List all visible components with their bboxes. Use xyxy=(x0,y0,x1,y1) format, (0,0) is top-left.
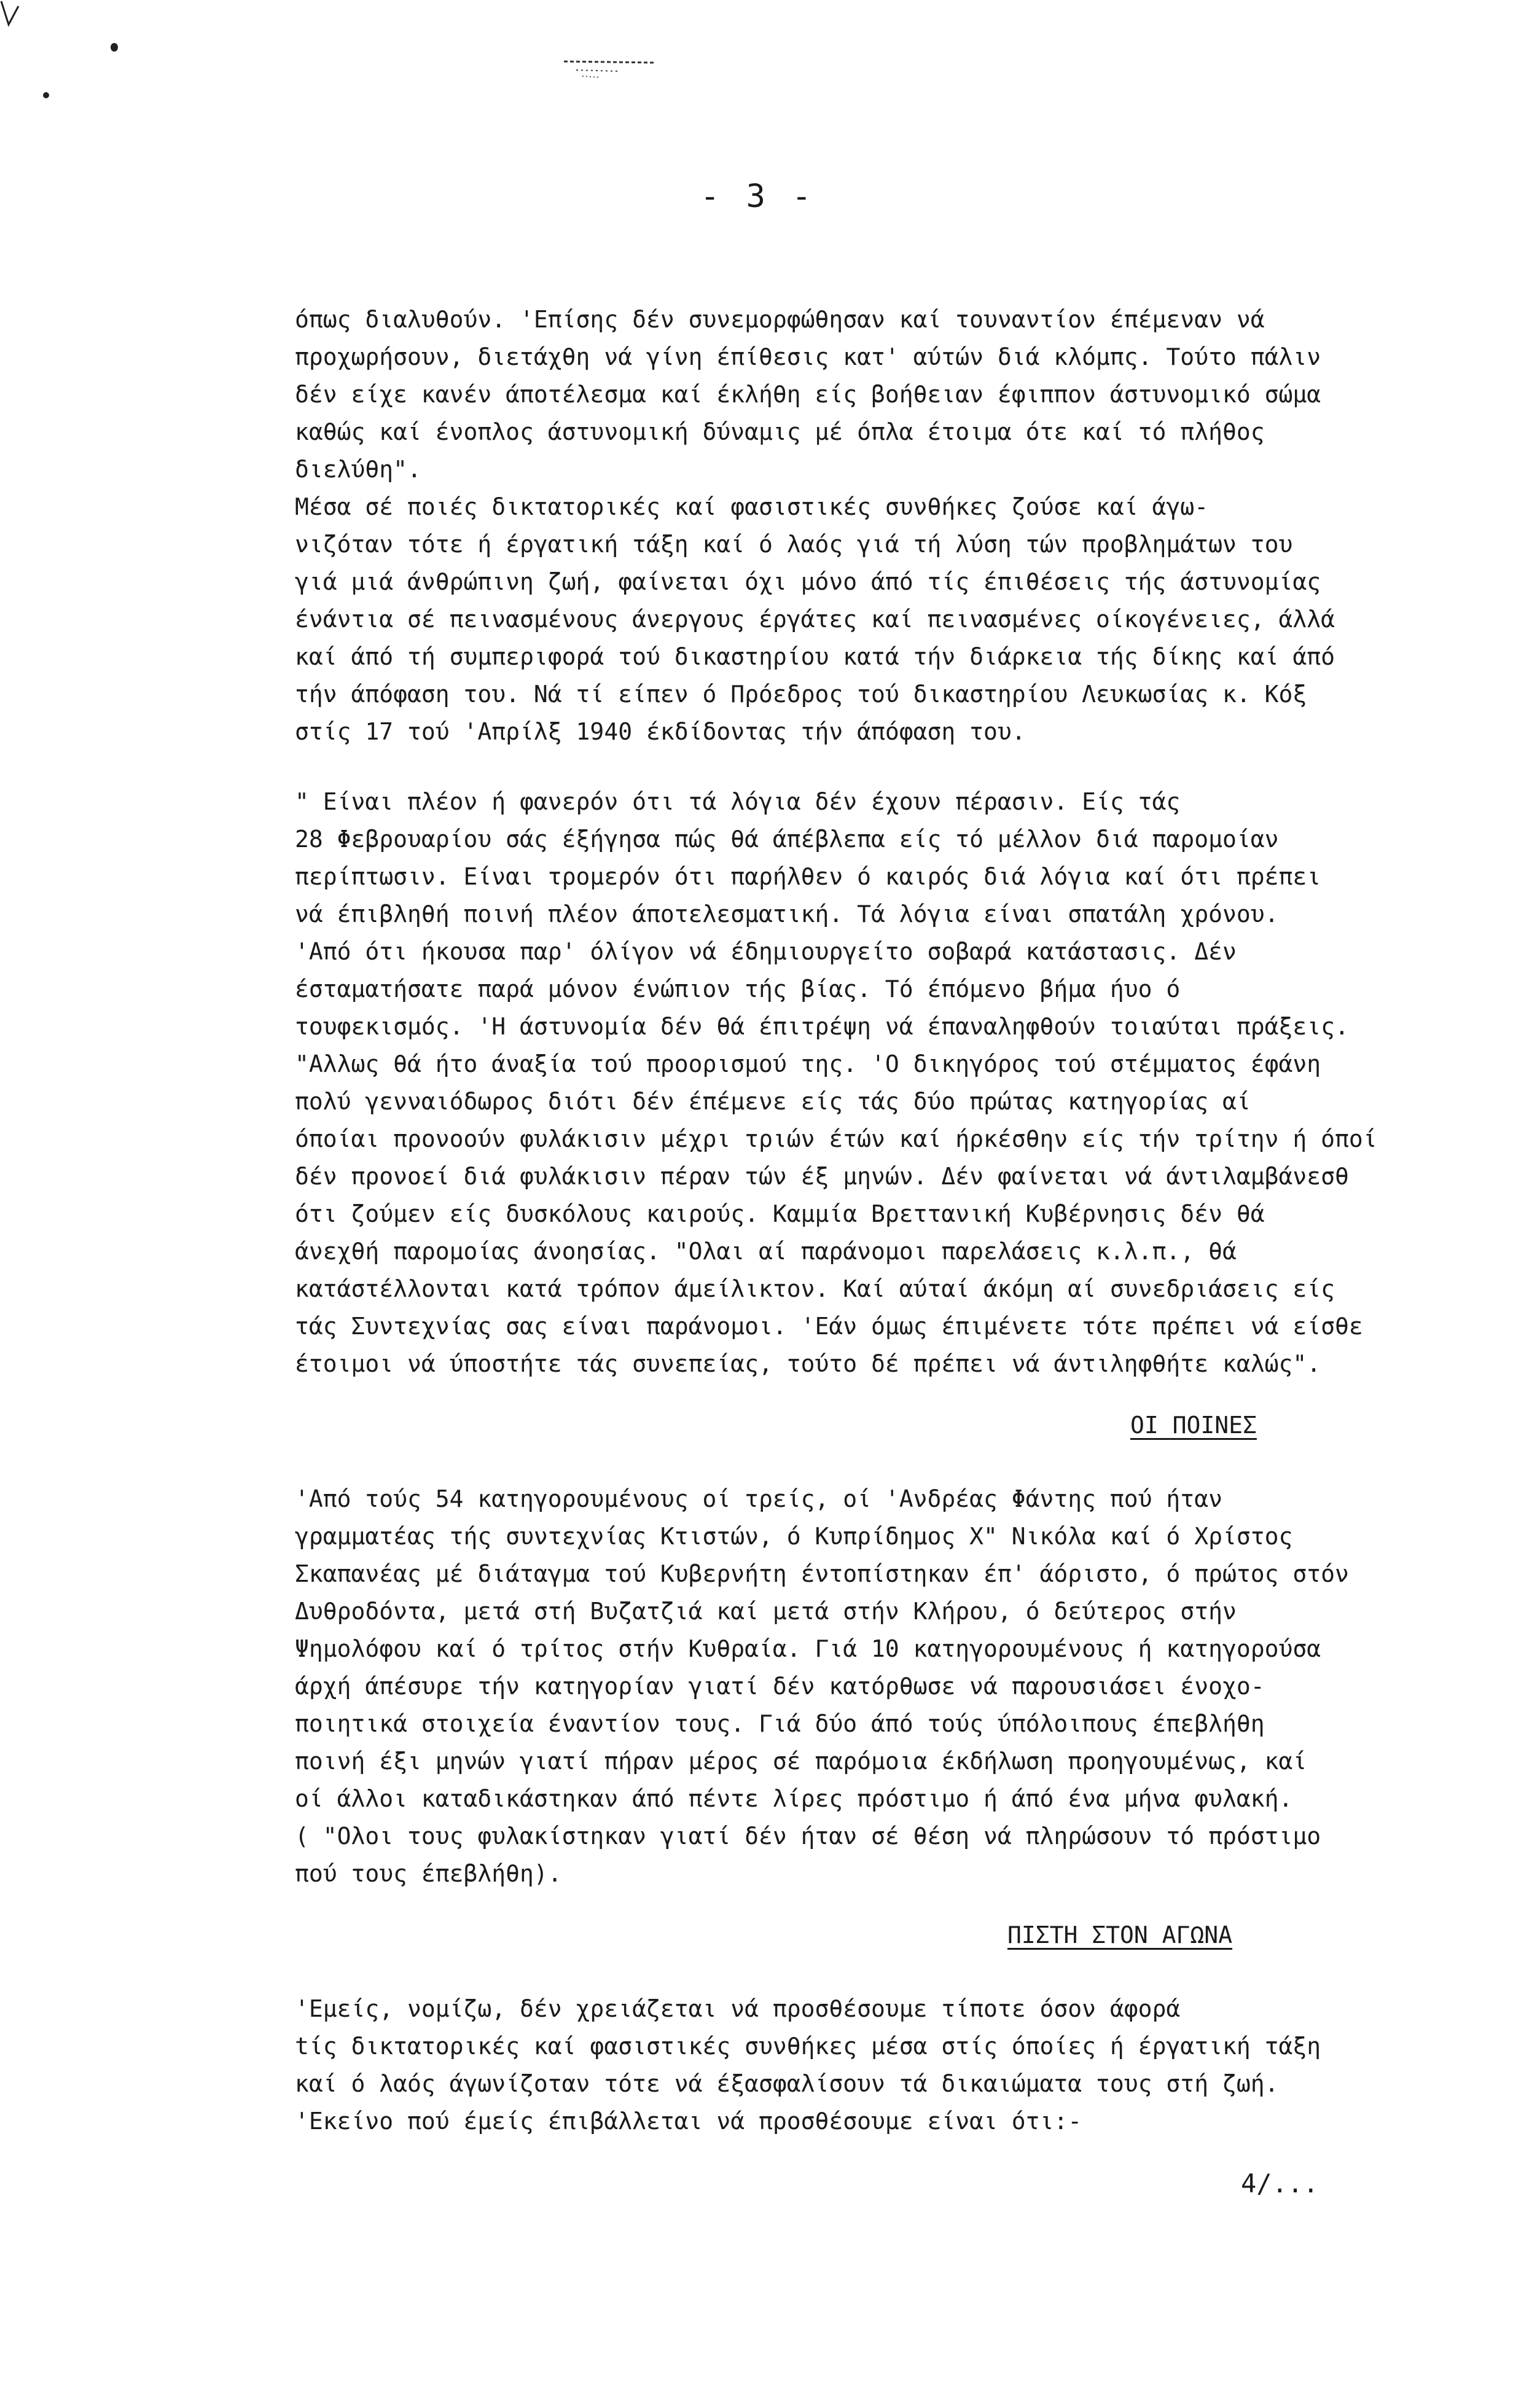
paragraph: Μέσα σέ ποιές δικτατορικές καί φασιστικές συνθήκες ζούσε καί άγω- νιζόταν τότε ή έργατική τάξη καί ό λαός γιά τή λύση τών προβλημάτων του γιά μιά άνθρώπινη ζωή, φαίνεται όχι μόνο άπό τίς έπιθέσεις τής άστυνομίας ένάντια σέ πεινασμένους άνεργους έργάτες καί πεινασμένες οίκογένειες, άλλά καί άπό τή συμπεριφορά τού δικαστηρίου κατά τήν διάρκεια τής δίκης καί άπό τήν άπόφαση του. Νά τί είπεν ό Πρόεδρος τού δικαστηρίου Λευκωσίας κ. Κόξ στίς 17 τού 'Απρίλξ 1940 έκδίδοντας τήν άπόφαση του. xyxy=(295,493,1335,745)
section-heading: ΠΙΣΤΗ ΣΤΟΝ ΑΓΩΝΑ xyxy=(1007,1921,1233,1949)
top-scan-mark xyxy=(564,55,668,80)
continuation-marker: 4/... xyxy=(1241,2168,1319,2199)
paragraph: όπως διαλυθούν. 'Επίσης δέν συνεμορφώθησαν καί τουναντίον έπέμεναν νά προχωρήσουν, διετάχθη νά γίνη έπίθεσις κατ' αύτών διά κλόμπς. Τούτο πάλιν δέν είχε κανέν άποτέλεσμα καί έκλήθη είς βοήθειαν έφιππον άστυνομικό σώμα καθώς καί ένοπλος άστυνομική δύναμις μέ όπλα έτοιμα ότε καί τό πλήθος διελύθη". xyxy=(295,306,1321,483)
paragraph: 'Από τούς 54 κατηγορουμένους οί τρείς, οί 'Ανδρέας Φάντης πού ήταν γραμματέας τής συντεχνίας Κτιστών, ό Κυπρίδημος Χ" Νικόλα καί ό Χρίστος Σκαπανέας μέ διάταγμα τού Κυβερνήτη έντοπίστηκαν έπ' άόριστο, ό πρώτος στόν Δυθροδόντα, μετά στή Βυζατζιά καί μετά στήν Κλήρου, ό δεύτερος στήν Ψημολόφου καί ό τρίτος στήν Κυθραία. Γιά 10 κατηγορουμένους ή κατηγορούσα άρχή άπέσυρε τήν κατηγορίαν γιατί δέν κατόρθωσε νά παρουσιάσει ένοχο- ποιητικά στοιχεία έναντίον τους. Γιά δύο άπό τούς ύπόλοιπους έπεβλήθη ποινή έξι μηνών γιατί πήραν μέρος σέ παρόμοια έκδήλωση προηγουμένως, καί οί άλλοι καταδικάστηκαν άπό πέντε λίρες πρόστιμο ή άπό ένα μήνα φυλακή. ( "Ολοι τους φυλακίστηκαν γιατί δέν ήταν σέ θέση νά πληρώσουν τό πρόστιμο πού τους έπεβλήθη). xyxy=(295,1485,1349,1887)
paragraph: 'Εμείς, νομίζω, δέν χρειάζεται νά προσθέσουμε τίποτε όσον άφορά tίς δικτατορικές καί φασιστικές συνθήκες μέσα στίς όποίες ή έργατική τάξη καί ό λαός άγωνίζοταν τότε νά έξασφαλίσουν τά δικαιώματα τους στή ζωή. 'Εκείνο πού έμείς έπιβάλλεται νά προσθέσουμε είναι ότι:- xyxy=(295,1995,1321,2135)
corner-scan-mark xyxy=(0,0,37,43)
scan-speck xyxy=(43,92,49,98)
quoted-paragraph: " Είναι πλέον ή φανερόν ότι τά λόγια δέν έχουν πέρασιν. Είς τάς 28 Φεβρουαρίου σάς έξήγησα πώς θά άπέβλεπα είς τό μέλλον διά παρομοίαν περίπτωσιν. Είναι τρομερόν ότι παρήλθεν ό καιρός διά λόγια καί ότι πρέπει νά έπιβληθή ποινή πλέον άποτελεσματική. Τά λόγια είναι σπατάλη χρόνου. 'Από ότι ήκουσα παρ' όλίγον νά έδημιουργείτο σοβαρά κατάστασις. Δέν έσταματήσατε παρά μόνον ένώπιον τής βίας. Τό έπόμενο βήμα ήυο ό τουφεκισμός. 'Η άστυνομία δέν θά έπιτρέψη νά έπαναληφθούν τοιαύται πράξεις. "Αλλως θά ήτο άναξία τού προορισμού της. 'Ο δικηγόρος τού στέμματος έφάνη πολύ γενναιόδωρος διότι δέν έπέμενε είς τάς δύο πρώτας κατηγορίας αί όποίαι προνοούν φυλάκισιν μέχρι τριών έτών καί ήρκέσθην είς τήν τρίτην ή όποί δέν προνοεί διά φυλάκισιν πέραν τών έξ μηνών. Δέν φαίνεται νά άντιλαμβάνεσθ ότι ζούμεν είς δυσκόλους καιρούς. Καμμία Βρεττανική Κυβέρνησις δέν θά άνεχθή παρομοίας άνοησίας. "Ολαι αί παράνομοι παρελάσεις κ.λ.π., θά κατάστέλλονται κατά τρόπον άμείλικτον. Καί αύταί άκόμη αί συνεδριάσεις είς τάς Συντεχνίας σας είναι παράνομοι. 'Εάν όμως έπιμένετε τότε πρέπει νά είσθε έτοιμοι νά ύποστήτε τάς συνεπείας, τούτο δέ πρέπει νά άντιληφθήτε καλώς". xyxy=(295,788,1377,1377)
scan-speck xyxy=(111,43,118,52)
page-number: - 3 - xyxy=(700,178,815,215)
section-heading: ΟΙ ΠΟΙΝΕΣ xyxy=(1130,1412,1257,1439)
